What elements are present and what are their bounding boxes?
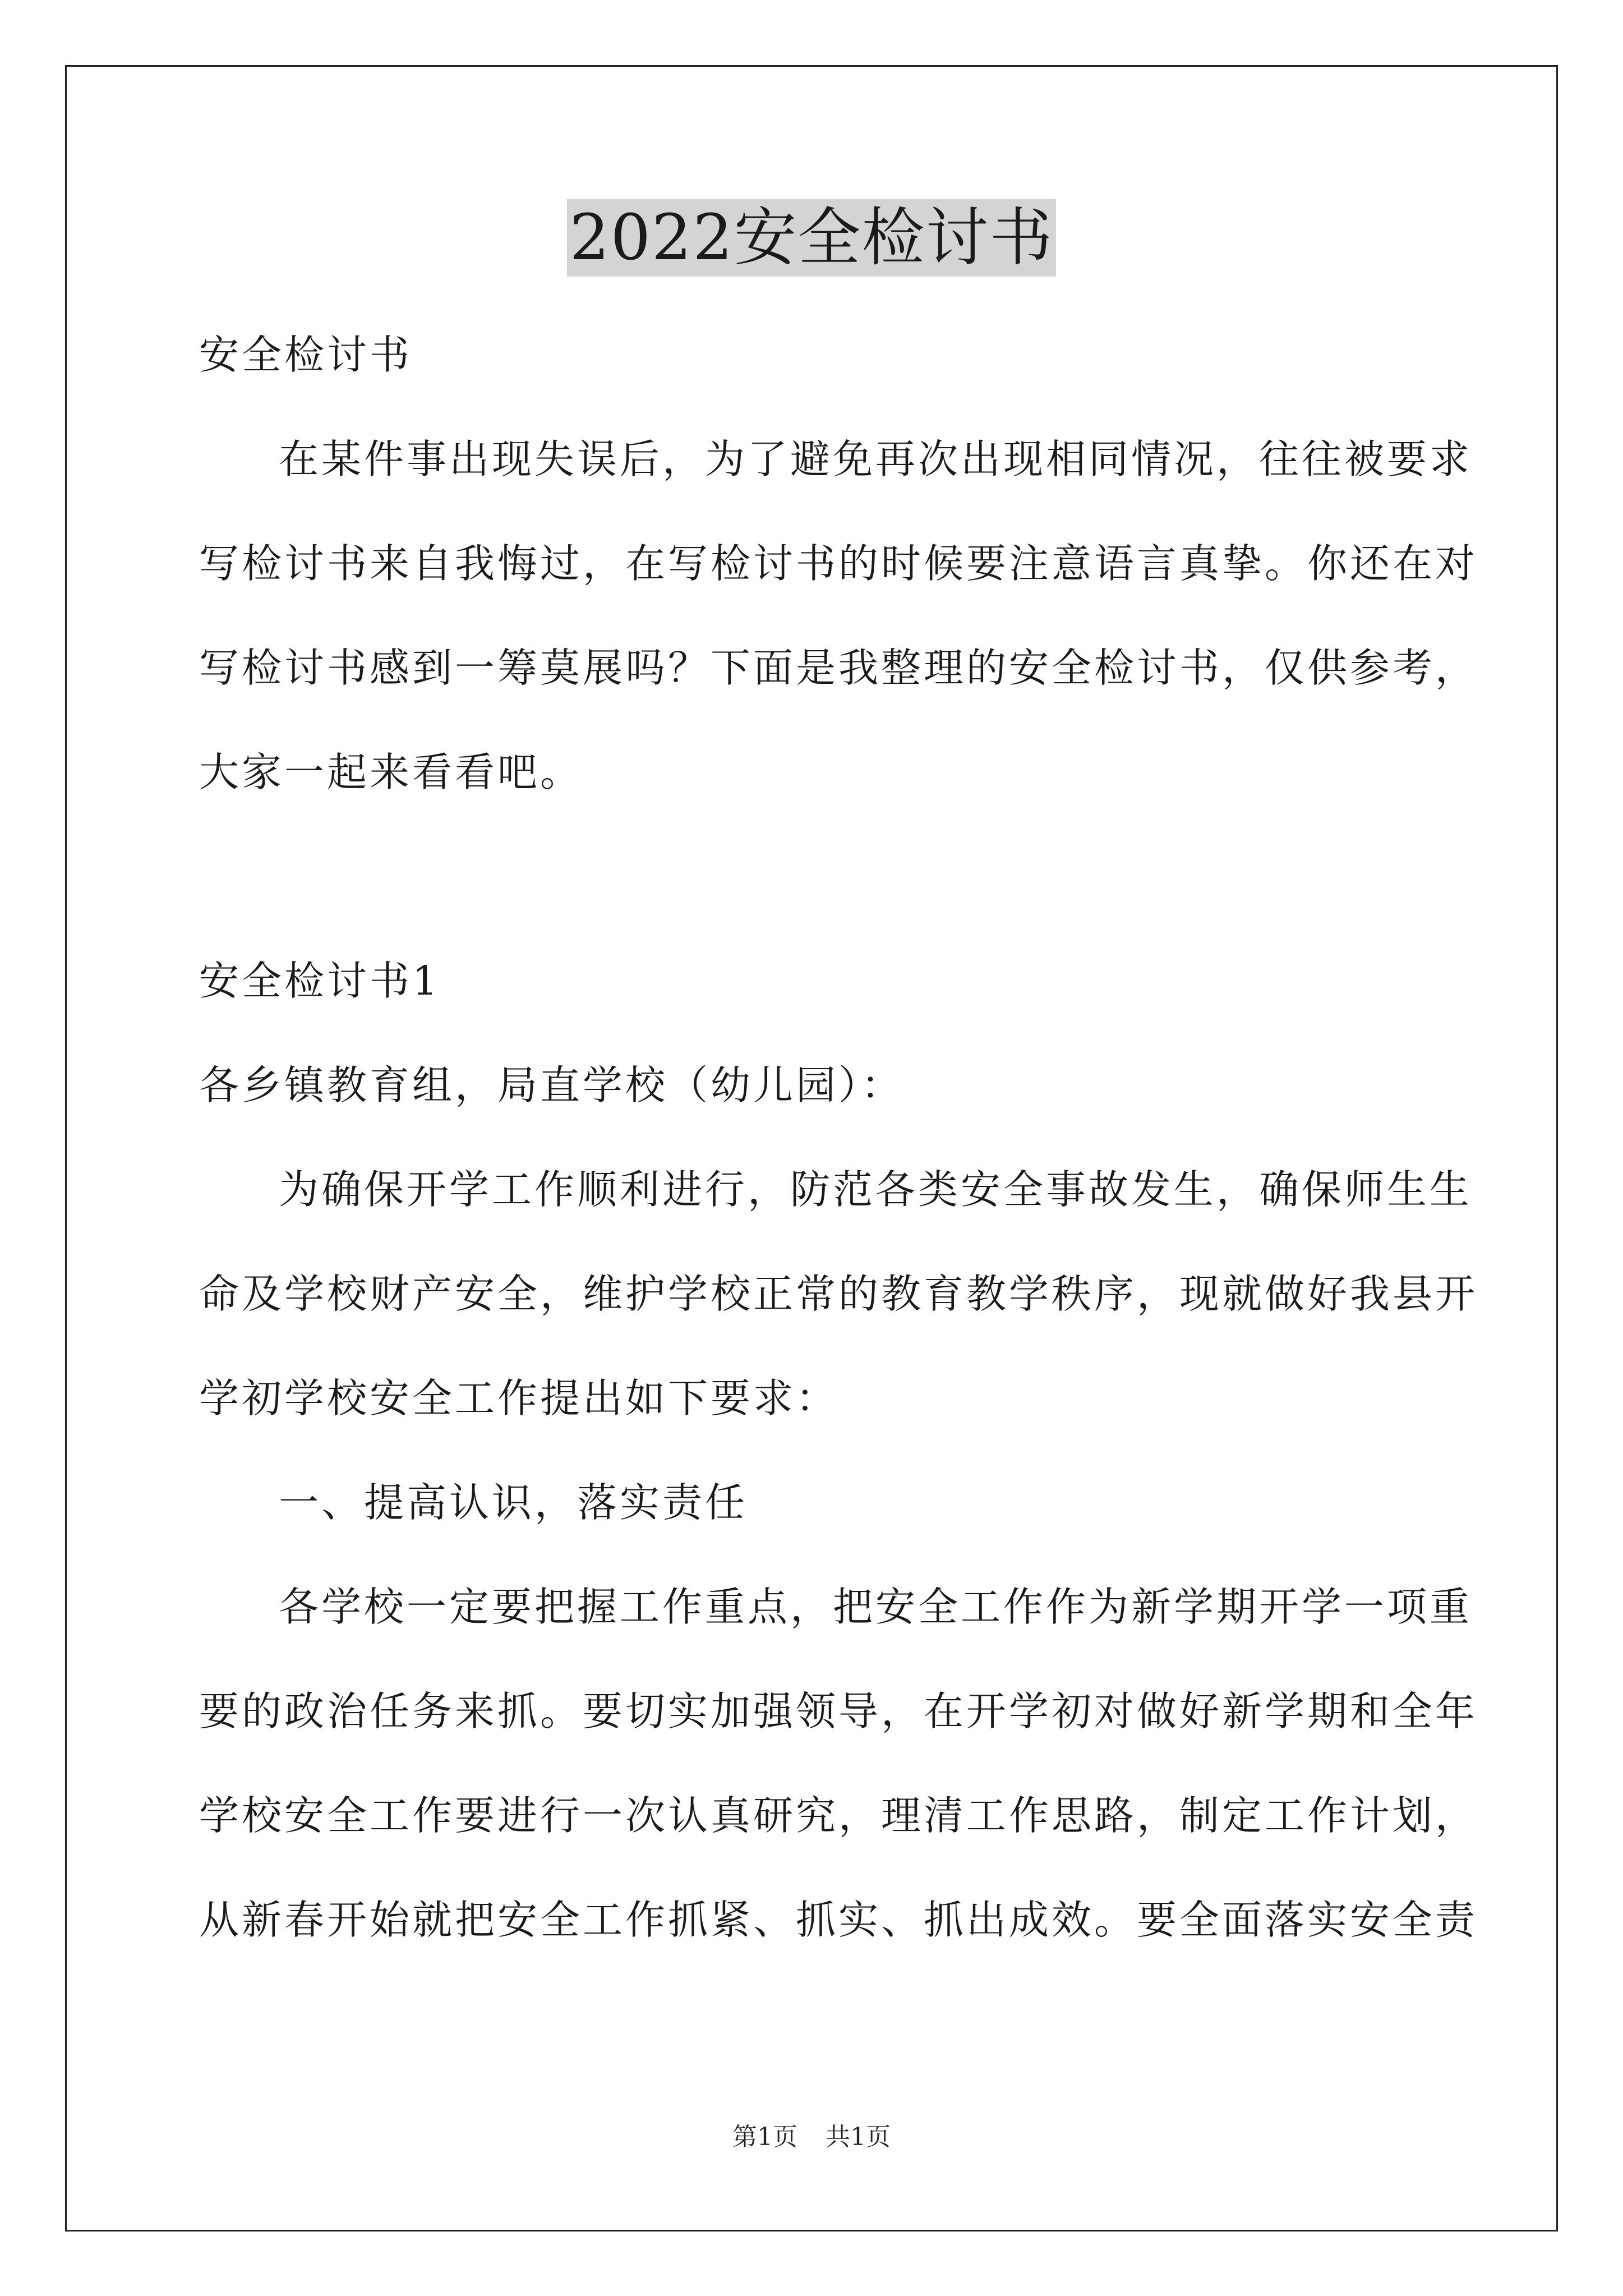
paragraph-line: 命及学校财产安全，维护学校正常的教育教学秩序，现就做好我县开 [199, 1271, 1478, 1317]
intro-line: 写检讨书感到一筹莫展吗？下面是我整理的安全检讨书，仅供参考， [199, 645, 1478, 691]
intro-line: 在某件事出现失误后，为了避免再次出现相同情况，往往被要求 [279, 436, 1473, 482]
page-total: 共1页 [826, 2123, 891, 2151]
paragraph-line: 为确保开学工作顺利进行，防范各类安全事故发生，确保师生生 [279, 1166, 1473, 1213]
paragraph-line: 学初学校安全工作提出如下要求： [199, 1375, 839, 1421]
page-number: 第1页 [732, 2123, 797, 2151]
heading: 安全检讨书 [199, 332, 413, 378]
document-body [199, 303, 1478, 1972]
intro-line: 写检讨书来自我悔过，在写检讨书的时候要注意语言真挚。你还在对 [199, 540, 1478, 587]
page-footer [0, 2120, 1623, 2154]
document-title: 2022安全检讨书 [567, 199, 1055, 277]
item-heading: 一、提高认识，落实责任 [279, 1479, 748, 1526]
section-title: 安全检讨书1 [199, 958, 441, 1004]
paragraph-line: 各学校一定要把握工作重点，把安全工作作为新学期开学一项重 [279, 1584, 1473, 1630]
intro-line: 大家一起来看看吧。 [199, 749, 583, 795]
paragraph-line: 要的政治任务来抓。要切实加强领导，在开学初对做好新学期和全年 [199, 1688, 1478, 1734]
title-container [0, 199, 1623, 277]
paragraph-line: 从新春开始就把安全工作抓紧、抓实、抓出成效。要全面落实安全责 [199, 1897, 1478, 1943]
addressee: 各乡镇教育组，局直学校（幼儿园）： [199, 1062, 904, 1108]
blank-line [199, 825, 1433, 929]
paragraph-line: 学校安全工作要进行一次认真研究，理清工作思路，制定工作计划， [199, 1792, 1478, 1839]
